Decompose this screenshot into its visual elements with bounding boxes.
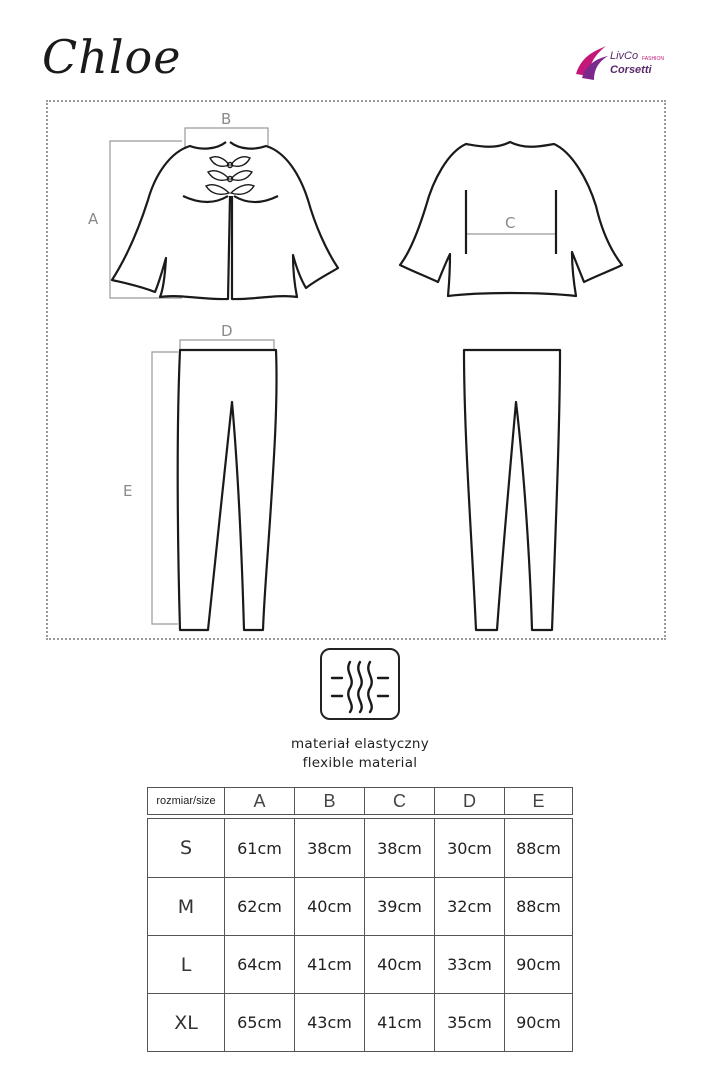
table-row	[148, 877, 572, 935]
product-title: Chloe	[42, 30, 182, 84]
size-header-col: A	[224, 788, 294, 814]
dimension-b-guide	[185, 128, 268, 148]
material-label-en: flexible material	[302, 755, 418, 771]
size-header-col: E	[504, 788, 572, 814]
dimension-d-label: D	[221, 322, 233, 340]
table-cell: 88cm	[504, 878, 572, 935]
size-label: L	[180, 953, 192, 976]
pants-back-drawing	[464, 350, 560, 630]
size-table	[147, 818, 573, 1052]
size-header-col: D	[434, 788, 504, 814]
dimension-c-label: C	[505, 214, 516, 232]
table-cell: 61cm	[224, 819, 294, 877]
dimension-e-label: E	[123, 482, 133, 500]
pants-front-drawing	[178, 350, 277, 630]
dimension-a-label: A	[88, 210, 99, 228]
table-cell: 40cm	[294, 878, 364, 935]
table-cell: 39cm	[364, 878, 434, 935]
size-header-col: C	[364, 788, 434, 814]
table-cell: 64cm	[224, 936, 294, 993]
table-cell: 41cm	[364, 994, 434, 1051]
size-label: XL	[174, 1011, 198, 1034]
size-label: S	[179, 837, 193, 859]
stretch-waves-icon	[322, 650, 398, 718]
brand-tagline: FASHION	[642, 56, 664, 62]
size-header-corner: rozmiar/size	[156, 795, 216, 807]
dimension-d-guide	[180, 340, 274, 350]
lace-bow-decoration	[206, 157, 254, 195]
material-label-pl: materiał elastyczny	[290, 736, 430, 752]
table-row	[148, 935, 572, 993]
size-label: M	[177, 895, 195, 918]
size-table-header	[147, 787, 573, 815]
brand-name-line2: Corsetti	[610, 64, 652, 76]
dimension-a-guide	[110, 141, 182, 298]
dimension-b-label: B	[221, 110, 232, 128]
table-row	[148, 993, 572, 1051]
table-cell: 43cm	[294, 994, 364, 1051]
table-cell: 90cm	[504, 994, 572, 1051]
brand-name-line1: LivCo	[610, 50, 639, 62]
table-cell: 38cm	[294, 819, 364, 877]
table-cell: 90cm	[504, 936, 572, 993]
table-cell: 40cm	[364, 936, 434, 993]
table-cell: 62cm	[224, 878, 294, 935]
table-cell: 35cm	[434, 994, 504, 1051]
table-cell: 30cm	[434, 819, 504, 877]
stretch-fabric-icon	[320, 648, 400, 720]
table-cell: 33cm	[434, 936, 504, 993]
table-cell: 88cm	[504, 819, 572, 877]
size-header-col: B	[294, 788, 364, 814]
table-cell: 41cm	[294, 936, 364, 993]
table-cell: 38cm	[364, 819, 434, 877]
table-cell: 32cm	[434, 878, 504, 935]
dimension-e-guide	[152, 352, 178, 624]
table-cell: 65cm	[224, 994, 294, 1051]
table-row	[148, 819, 572, 877]
